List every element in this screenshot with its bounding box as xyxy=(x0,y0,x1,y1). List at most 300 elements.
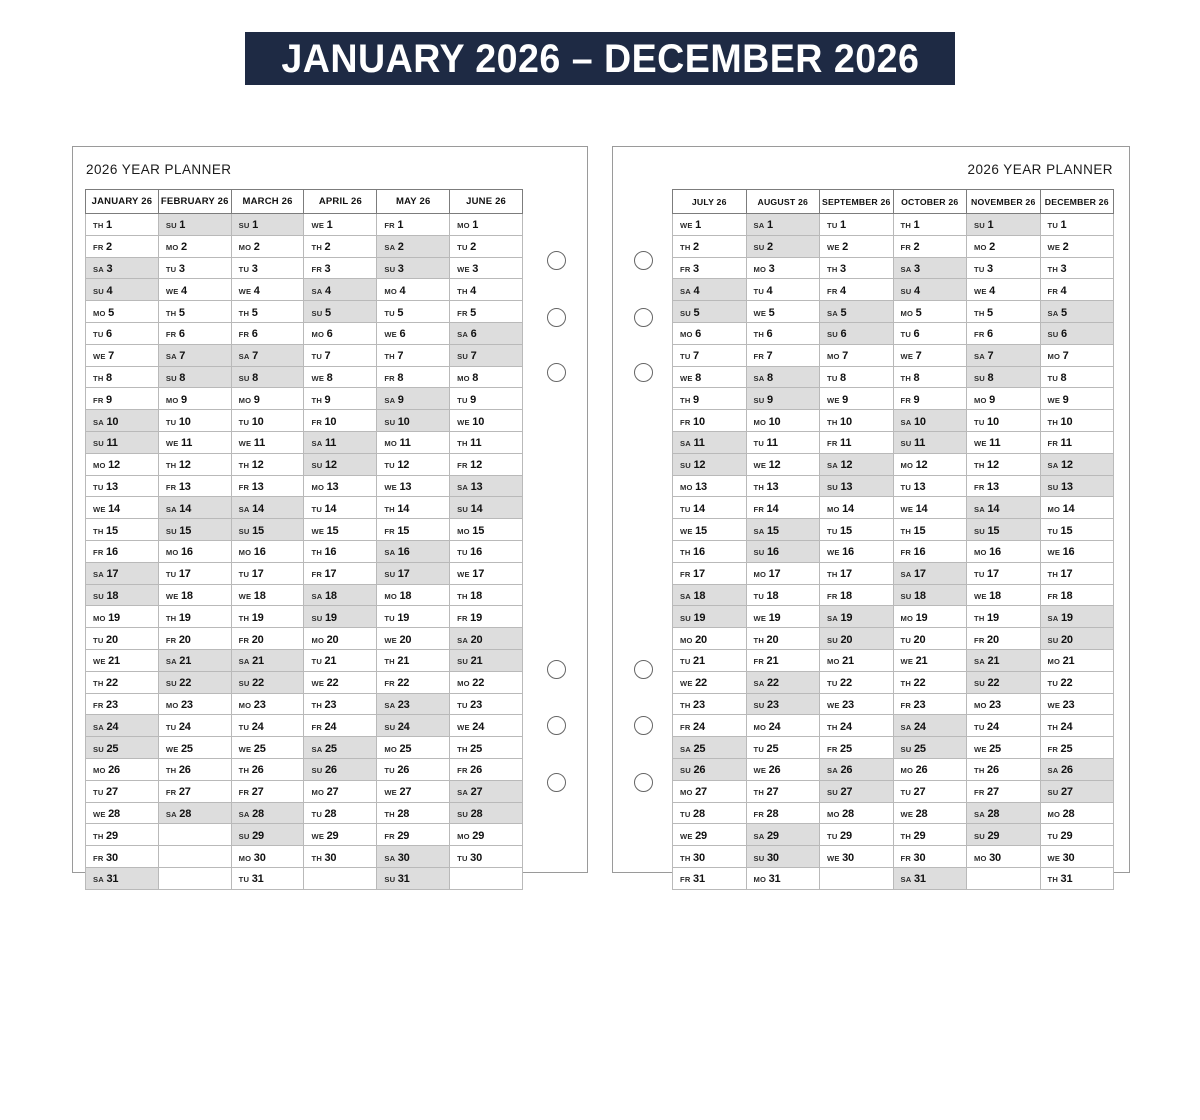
day-cell[interactable] xyxy=(673,497,747,519)
day-cell[interactable] xyxy=(86,715,159,737)
day-cell[interactable] xyxy=(1040,671,1114,693)
day-cell[interactable] xyxy=(746,540,820,562)
day-cell[interactable] xyxy=(1040,628,1114,650)
day-cell[interactable] xyxy=(86,737,159,759)
day-cell[interactable] xyxy=(158,475,231,497)
day-cell[interactable] xyxy=(158,366,231,388)
day-cell[interactable] xyxy=(967,540,1041,562)
day-cell[interactable] xyxy=(893,453,967,475)
day-cell[interactable] xyxy=(1040,344,1114,366)
day-cell[interactable] xyxy=(746,628,820,650)
day-cell[interactable] xyxy=(820,737,894,759)
day-cell[interactable] xyxy=(746,649,820,671)
day-cell[interactable] xyxy=(450,453,523,475)
day-cell[interactable] xyxy=(967,824,1041,846)
day-cell[interactable] xyxy=(1040,410,1114,432)
day-cell[interactable] xyxy=(450,824,523,846)
day-cell[interactable] xyxy=(158,301,231,323)
day-cell[interactable] xyxy=(377,758,450,780)
day-cell[interactable] xyxy=(967,606,1041,628)
day-cell[interactable] xyxy=(967,628,1041,650)
day-cell[interactable] xyxy=(304,322,377,344)
day-cell[interactable] xyxy=(231,671,304,693)
day-cell[interactable] xyxy=(820,584,894,606)
day-cell[interactable] xyxy=(967,279,1041,301)
day-cell[interactable] xyxy=(231,649,304,671)
day-cell[interactable] xyxy=(377,737,450,759)
day-cell[interactable] xyxy=(967,366,1041,388)
day-cell[interactable] xyxy=(746,235,820,257)
day-cell[interactable] xyxy=(820,431,894,453)
day-cell[interactable] xyxy=(673,475,747,497)
day-cell[interactable] xyxy=(231,279,304,301)
day-cell[interactable] xyxy=(304,214,377,236)
day-cell[interactable] xyxy=(1040,802,1114,824)
day-cell[interactable] xyxy=(967,344,1041,366)
day-cell[interactable] xyxy=(893,410,967,432)
day-cell[interactable] xyxy=(304,606,377,628)
day-cell[interactable] xyxy=(820,628,894,650)
day-cell[interactable] xyxy=(1040,322,1114,344)
day-cell[interactable] xyxy=(746,715,820,737)
day-cell[interactable] xyxy=(1040,366,1114,388)
day-cell[interactable] xyxy=(304,802,377,824)
day-cell[interactable] xyxy=(1040,693,1114,715)
day-cell[interactable] xyxy=(746,519,820,541)
day-cell[interactable] xyxy=(450,322,523,344)
day-cell[interactable] xyxy=(1040,846,1114,868)
day-cell[interactable] xyxy=(158,214,231,236)
day-cell[interactable] xyxy=(377,388,450,410)
day-cell[interactable] xyxy=(86,584,159,606)
day-cell[interactable] xyxy=(158,257,231,279)
day-cell[interactable] xyxy=(86,780,159,802)
day-cell[interactable] xyxy=(450,540,523,562)
day-cell[interactable] xyxy=(1040,584,1114,606)
day-cell[interactable] xyxy=(746,824,820,846)
day-cell[interactable] xyxy=(450,519,523,541)
day-cell[interactable] xyxy=(86,519,159,541)
day-cell[interactable] xyxy=(893,214,967,236)
day-cell[interactable] xyxy=(893,519,967,541)
day-cell[interactable] xyxy=(893,737,967,759)
day-cell[interactable] xyxy=(820,453,894,475)
day-cell[interactable] xyxy=(967,584,1041,606)
day-cell[interactable] xyxy=(86,344,159,366)
day-cell[interactable] xyxy=(746,475,820,497)
day-cell[interactable] xyxy=(450,301,523,323)
day-cell[interactable] xyxy=(673,562,747,584)
day-cell[interactable] xyxy=(304,693,377,715)
day-cell[interactable] xyxy=(86,758,159,780)
day-cell[interactable] xyxy=(304,846,377,868)
day-cell[interactable] xyxy=(893,649,967,671)
day-cell[interactable] xyxy=(377,279,450,301)
day-cell[interactable] xyxy=(820,279,894,301)
day-cell[interactable] xyxy=(893,540,967,562)
day-cell[interactable] xyxy=(231,519,304,541)
day-cell[interactable] xyxy=(377,366,450,388)
day-cell[interactable] xyxy=(820,475,894,497)
day-cell[interactable] xyxy=(231,802,304,824)
day-cell[interactable] xyxy=(231,758,304,780)
day-cell[interactable] xyxy=(673,410,747,432)
day-cell[interactable] xyxy=(673,519,747,541)
day-cell[interactable] xyxy=(450,693,523,715)
day-cell[interactable] xyxy=(158,497,231,519)
day-cell[interactable] xyxy=(673,279,747,301)
day-cell[interactable] xyxy=(1040,301,1114,323)
day-cell[interactable] xyxy=(1040,214,1114,236)
day-cell[interactable] xyxy=(377,649,450,671)
day-cell[interactable] xyxy=(304,671,377,693)
day-cell[interactable] xyxy=(377,606,450,628)
day-cell[interactable] xyxy=(893,235,967,257)
day-cell[interactable] xyxy=(893,497,967,519)
day-cell[interactable] xyxy=(746,802,820,824)
day-cell[interactable] xyxy=(231,737,304,759)
day-cell[interactable] xyxy=(820,214,894,236)
day-cell[interactable] xyxy=(1040,780,1114,802)
day-cell[interactable] xyxy=(304,475,377,497)
day-cell[interactable] xyxy=(377,802,450,824)
day-cell[interactable] xyxy=(893,693,967,715)
day-cell[interactable] xyxy=(967,322,1041,344)
day-cell[interactable] xyxy=(893,606,967,628)
day-cell[interactable] xyxy=(158,453,231,475)
day-cell[interactable] xyxy=(304,410,377,432)
day-cell[interactable] xyxy=(673,301,747,323)
day-cell[interactable] xyxy=(450,671,523,693)
day-cell[interactable] xyxy=(673,846,747,868)
day-cell[interactable] xyxy=(231,388,304,410)
day-cell[interactable] xyxy=(820,388,894,410)
day-cell[interactable] xyxy=(158,344,231,366)
day-cell[interactable] xyxy=(231,780,304,802)
day-cell[interactable] xyxy=(746,562,820,584)
day-cell[interactable] xyxy=(377,867,450,889)
day-cell[interactable] xyxy=(231,867,304,889)
day-cell[interactable] xyxy=(1040,540,1114,562)
day-cell[interactable] xyxy=(377,453,450,475)
day-cell[interactable] xyxy=(304,780,377,802)
day-cell[interactable] xyxy=(820,606,894,628)
day-cell[interactable] xyxy=(231,846,304,868)
day-cell[interactable] xyxy=(304,497,377,519)
day-cell[interactable] xyxy=(893,366,967,388)
day-cell[interactable] xyxy=(231,693,304,715)
day-cell[interactable] xyxy=(231,628,304,650)
day-cell[interactable] xyxy=(820,497,894,519)
day-cell[interactable] xyxy=(377,693,450,715)
day-cell[interactable] xyxy=(86,257,159,279)
day-cell[interactable] xyxy=(820,802,894,824)
day-cell[interactable] xyxy=(86,606,159,628)
day-cell[interactable] xyxy=(967,388,1041,410)
day-cell[interactable] xyxy=(231,235,304,257)
day-cell[interactable] xyxy=(304,431,377,453)
day-cell[interactable] xyxy=(158,649,231,671)
day-cell[interactable] xyxy=(86,388,159,410)
day-cell[interactable] xyxy=(86,453,159,475)
day-cell[interactable] xyxy=(231,497,304,519)
day-cell[interactable] xyxy=(450,562,523,584)
day-cell[interactable] xyxy=(893,562,967,584)
day-cell[interactable] xyxy=(158,758,231,780)
day-cell[interactable] xyxy=(820,846,894,868)
day-cell[interactable] xyxy=(746,737,820,759)
day-cell[interactable] xyxy=(450,584,523,606)
day-cell[interactable] xyxy=(86,322,159,344)
day-cell[interactable] xyxy=(231,344,304,366)
day-cell[interactable] xyxy=(304,279,377,301)
day-cell[interactable] xyxy=(893,758,967,780)
day-cell[interactable] xyxy=(86,671,159,693)
day-cell[interactable] xyxy=(304,519,377,541)
day-cell[interactable] xyxy=(304,715,377,737)
day-cell[interactable] xyxy=(158,562,231,584)
day-cell[interactable] xyxy=(304,235,377,257)
day-cell[interactable] xyxy=(673,584,747,606)
day-cell[interactable] xyxy=(231,257,304,279)
day-cell[interactable] xyxy=(746,693,820,715)
day-cell[interactable] xyxy=(673,366,747,388)
day-cell[interactable] xyxy=(86,431,159,453)
day-cell[interactable] xyxy=(86,824,159,846)
day-cell[interactable] xyxy=(158,584,231,606)
day-cell[interactable] xyxy=(158,606,231,628)
day-cell[interactable] xyxy=(86,562,159,584)
day-cell[interactable] xyxy=(746,671,820,693)
day-cell[interactable] xyxy=(231,453,304,475)
day-cell[interactable] xyxy=(231,715,304,737)
day-cell[interactable] xyxy=(450,628,523,650)
day-cell[interactable] xyxy=(377,344,450,366)
day-cell[interactable] xyxy=(673,693,747,715)
day-cell[interactable] xyxy=(158,671,231,693)
day-cell[interactable] xyxy=(377,540,450,562)
day-cell[interactable] xyxy=(893,824,967,846)
day-cell[interactable] xyxy=(673,257,747,279)
day-cell[interactable] xyxy=(673,649,747,671)
day-cell[interactable] xyxy=(450,846,523,868)
day-cell[interactable] xyxy=(893,388,967,410)
day-cell[interactable] xyxy=(86,410,159,432)
day-cell[interactable] xyxy=(746,431,820,453)
day-cell[interactable] xyxy=(450,737,523,759)
day-cell[interactable] xyxy=(86,475,159,497)
day-cell[interactable] xyxy=(377,257,450,279)
day-cell[interactable] xyxy=(158,802,231,824)
day-cell[interactable] xyxy=(450,257,523,279)
day-cell[interactable] xyxy=(86,214,159,236)
day-cell[interactable] xyxy=(377,214,450,236)
day-cell[interactable] xyxy=(304,453,377,475)
day-cell[interactable] xyxy=(158,431,231,453)
day-cell[interactable] xyxy=(820,562,894,584)
day-cell[interactable] xyxy=(820,780,894,802)
day-cell[interactable] xyxy=(673,802,747,824)
day-cell[interactable] xyxy=(377,846,450,868)
day-cell[interactable] xyxy=(304,344,377,366)
day-cell[interactable] xyxy=(231,584,304,606)
day-cell[interactable] xyxy=(86,279,159,301)
day-cell[interactable] xyxy=(673,737,747,759)
day-cell[interactable] xyxy=(1040,475,1114,497)
day-cell[interactable] xyxy=(893,344,967,366)
day-cell[interactable] xyxy=(1040,715,1114,737)
day-cell[interactable] xyxy=(304,758,377,780)
day-cell[interactable] xyxy=(673,867,747,889)
day-cell[interactable] xyxy=(158,410,231,432)
day-cell[interactable] xyxy=(86,693,159,715)
day-cell[interactable] xyxy=(746,780,820,802)
day-cell[interactable] xyxy=(86,649,159,671)
day-cell[interactable] xyxy=(450,235,523,257)
day-cell[interactable] xyxy=(450,758,523,780)
day-cell[interactable] xyxy=(1040,649,1114,671)
day-cell[interactable] xyxy=(893,257,967,279)
day-cell[interactable] xyxy=(673,824,747,846)
day-cell[interactable] xyxy=(1040,606,1114,628)
day-cell[interactable] xyxy=(377,410,450,432)
day-cell[interactable] xyxy=(967,737,1041,759)
day-cell[interactable] xyxy=(820,235,894,257)
day-cell[interactable] xyxy=(820,301,894,323)
day-cell[interactable] xyxy=(450,649,523,671)
day-cell[interactable] xyxy=(158,737,231,759)
day-cell[interactable] xyxy=(1040,431,1114,453)
day-cell[interactable] xyxy=(967,431,1041,453)
day-cell[interactable] xyxy=(746,257,820,279)
day-cell[interactable] xyxy=(820,344,894,366)
day-cell[interactable] xyxy=(158,628,231,650)
day-cell[interactable] xyxy=(893,671,967,693)
day-cell[interactable] xyxy=(967,453,1041,475)
day-cell[interactable] xyxy=(967,519,1041,541)
day-cell[interactable] xyxy=(231,214,304,236)
day-cell[interactable] xyxy=(304,366,377,388)
day-cell[interactable] xyxy=(673,344,747,366)
day-cell[interactable] xyxy=(820,671,894,693)
day-cell[interactable] xyxy=(820,540,894,562)
day-cell[interactable] xyxy=(86,540,159,562)
day-cell[interactable] xyxy=(377,497,450,519)
day-cell[interactable] xyxy=(820,693,894,715)
day-cell[interactable] xyxy=(86,366,159,388)
day-cell[interactable] xyxy=(820,257,894,279)
day-cell[interactable] xyxy=(158,279,231,301)
day-cell[interactable] xyxy=(231,301,304,323)
day-cell[interactable] xyxy=(231,322,304,344)
day-cell[interactable] xyxy=(673,715,747,737)
day-cell[interactable] xyxy=(377,519,450,541)
day-cell[interactable] xyxy=(673,214,747,236)
day-cell[interactable] xyxy=(86,802,159,824)
day-cell[interactable] xyxy=(1040,562,1114,584)
day-cell[interactable] xyxy=(158,540,231,562)
day-cell[interactable] xyxy=(450,475,523,497)
day-cell[interactable] xyxy=(1040,453,1114,475)
day-cell[interactable] xyxy=(967,410,1041,432)
day-cell[interactable] xyxy=(450,606,523,628)
day-cell[interactable] xyxy=(967,780,1041,802)
day-cell[interactable] xyxy=(377,780,450,802)
day-cell[interactable] xyxy=(893,780,967,802)
day-cell[interactable] xyxy=(231,606,304,628)
day-cell[interactable] xyxy=(86,867,159,889)
day-cell[interactable] xyxy=(377,301,450,323)
day-cell[interactable] xyxy=(158,693,231,715)
day-cell[interactable] xyxy=(1040,235,1114,257)
day-cell[interactable] xyxy=(893,431,967,453)
day-cell[interactable] xyxy=(746,584,820,606)
day-cell[interactable] xyxy=(967,715,1041,737)
day-cell[interactable] xyxy=(967,562,1041,584)
day-cell[interactable] xyxy=(86,301,159,323)
day-cell[interactable] xyxy=(967,257,1041,279)
day-cell[interactable] xyxy=(377,431,450,453)
day-cell[interactable] xyxy=(746,497,820,519)
day-cell[interactable] xyxy=(893,322,967,344)
day-cell[interactable] xyxy=(893,475,967,497)
day-cell[interactable] xyxy=(820,322,894,344)
day-cell[interactable] xyxy=(673,453,747,475)
day-cell[interactable] xyxy=(86,497,159,519)
day-cell[interactable] xyxy=(304,257,377,279)
day-cell[interactable] xyxy=(967,475,1041,497)
day-cell[interactable] xyxy=(820,824,894,846)
day-cell[interactable] xyxy=(304,649,377,671)
day-cell[interactable] xyxy=(820,715,894,737)
day-cell[interactable] xyxy=(377,235,450,257)
day-cell[interactable] xyxy=(304,824,377,846)
day-cell[interactable] xyxy=(893,279,967,301)
day-cell[interactable] xyxy=(158,780,231,802)
day-cell[interactable] xyxy=(967,758,1041,780)
day-cell[interactable] xyxy=(746,301,820,323)
day-cell[interactable] xyxy=(820,366,894,388)
day-cell[interactable] xyxy=(231,410,304,432)
day-cell[interactable] xyxy=(304,562,377,584)
day-cell[interactable] xyxy=(450,279,523,301)
day-cell[interactable] xyxy=(673,322,747,344)
day-cell[interactable] xyxy=(1040,737,1114,759)
day-cell[interactable] xyxy=(158,235,231,257)
day-cell[interactable] xyxy=(450,344,523,366)
day-cell[interactable] xyxy=(377,628,450,650)
day-cell[interactable] xyxy=(158,388,231,410)
day-cell[interactable] xyxy=(450,431,523,453)
day-cell[interactable] xyxy=(377,584,450,606)
day-cell[interactable] xyxy=(746,453,820,475)
day-cell[interactable] xyxy=(967,497,1041,519)
day-cell[interactable] xyxy=(450,388,523,410)
day-cell[interactable] xyxy=(304,584,377,606)
day-cell[interactable] xyxy=(231,824,304,846)
day-cell[interactable] xyxy=(377,824,450,846)
day-cell[interactable] xyxy=(304,628,377,650)
day-cell[interactable] xyxy=(893,584,967,606)
day-cell[interactable] xyxy=(450,802,523,824)
day-cell[interactable] xyxy=(377,671,450,693)
day-cell[interactable] xyxy=(1040,824,1114,846)
day-cell[interactable] xyxy=(820,410,894,432)
day-cell[interactable] xyxy=(450,497,523,519)
day-cell[interactable] xyxy=(746,366,820,388)
day-cell[interactable] xyxy=(304,301,377,323)
day-cell[interactable] xyxy=(1040,388,1114,410)
